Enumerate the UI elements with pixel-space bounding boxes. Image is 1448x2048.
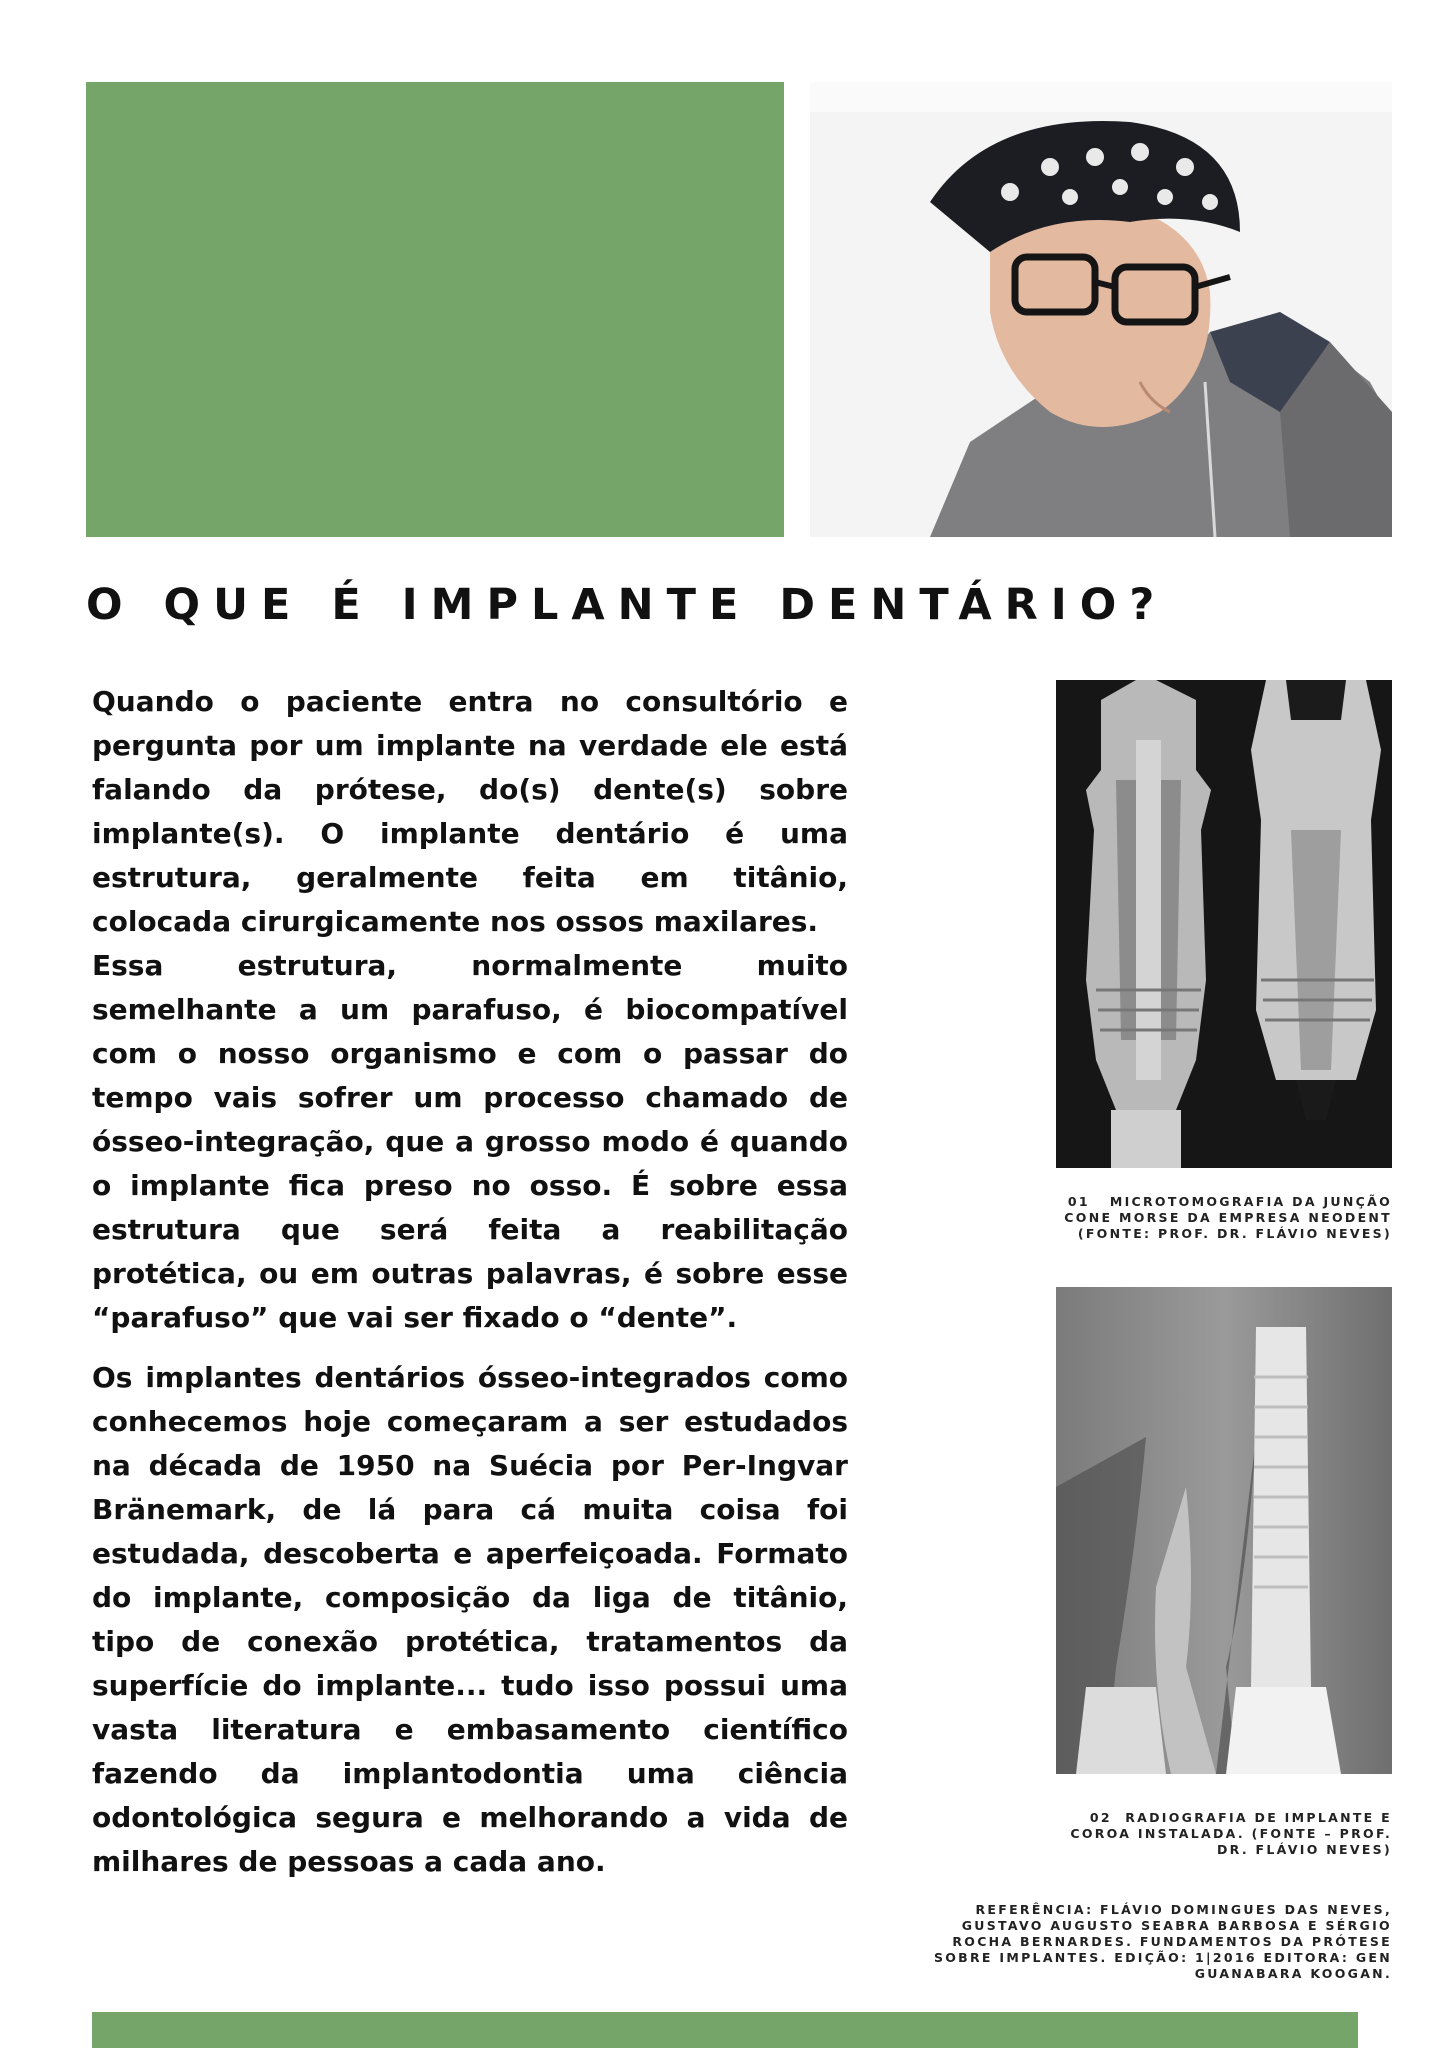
- figure-1-microtomography-image: [1056, 680, 1392, 1168]
- person-illustration: [810, 82, 1392, 537]
- green-footer-bar: [92, 2012, 1358, 2048]
- figure-1-caption: [1032, 1194, 1392, 1242]
- paragraph-3: Os implantes dentários ósseo-integrados como conhecemos hoje começaram a ser estudados na década de 1950 na Suécia por Per-Ingvar Bränemark, de lá para cá muita coisa foi estudada, descoberta e aperfeiçoada. Formato do implante, composição da liga de titânio, tipo de conexão protética, tratamentos da superfície do implante... tudo isso possui uma vasta literatura e embasamento científico fazendo da implantodontia uma ciência odontológica segura e melhorando a vida de milhares de pessoas a cada ano.: [92, 1361, 848, 1878]
- figure-2-radiograph-image: [1056, 1287, 1392, 1774]
- figure-2-caption-text: RADIOGRAFIA DE IMPLANTE E COROA INSTALADA. (FONTE – PROF. DR. FLÁVIO NEVES): [1070, 1810, 1392, 1857]
- page-title: O QUE É IMPLANTE DENTÁRIO?: [86, 580, 1168, 630]
- author-photo: [810, 82, 1392, 537]
- article-body-bottom: [92, 1356, 848, 1884]
- figure-2-caption: [1032, 1810, 1392, 1858]
- green-header-block: [86, 82, 784, 537]
- paragraph-2: Essa estrutura, normalmente muito semelhante a um parafuso, é biocompatível com o nosso organismo e com o passar do tempo vais sofrer um processo chamado de ósseo-integração, que a grosso modo é quando o implante fica preso no osso. É sobre essa estrutura que será feita a reabilitação protética, ou em outras palavras, é sobre esse “parafuso” que vai ser fixado o “dente”.: [92, 949, 848, 1334]
- figure-1-number: 01: [1067, 1194, 1090, 1209]
- reference-note: REFERÊNCIA: FLÁVIO DOMINGUES DAS NEVES, GUSTAVO AUGUSTO SEABRA BARBOSA E SÉRGIO ROCHA BERNARDES. FUNDAMENTOS DA PRÓTESE SOBRE IMPLANTES. EDIÇÃO: 1|2016 EDITORA: GEN GUANABARA KOOGAN.: [933, 1902, 1392, 1981]
- figure-1-caption-text: MICROTOMOGRAFIA DA JUNÇÃO CONE MORSE DA EMPRESA NEODENT (FONTE: PROF. DR. FLÁVIO NEVES): [1064, 1194, 1392, 1241]
- article-body-top: [92, 680, 848, 1340]
- paragraph-1: Quando o paciente entra no consultório e pergunta por um implante na verdade ele está falando da prótese, do(s) dente(s) sobre implante(s). O implante dentário é uma estrutura, geralmente feita em titânio, colocada cirurgicamente nos ossos maxilares.: [92, 685, 848, 938]
- figure-2-number: 02: [1089, 1810, 1112, 1825]
